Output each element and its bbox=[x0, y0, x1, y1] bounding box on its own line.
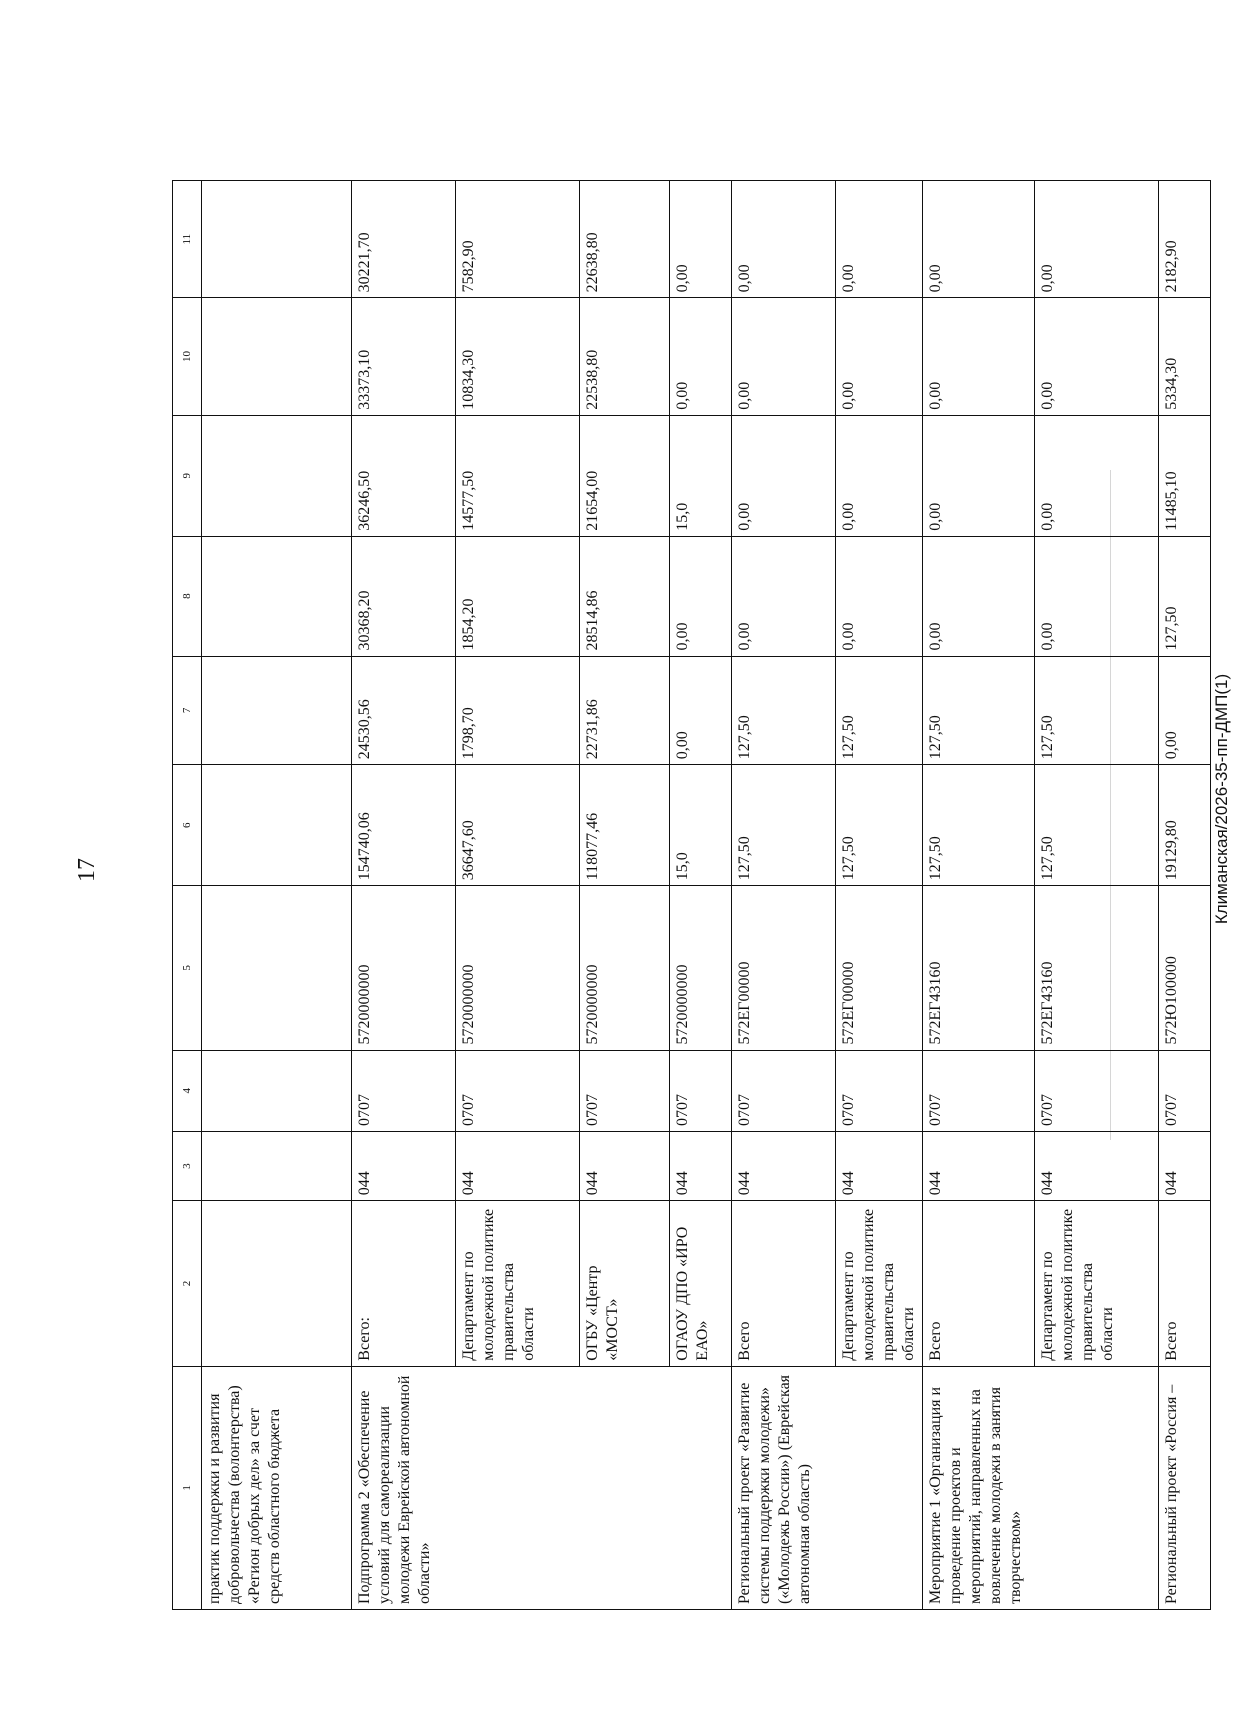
value-cell: 10834,30 bbox=[456, 298, 580, 415]
grbs-code-cell: 044 bbox=[836, 1132, 923, 1201]
section-code-cell: 0707 bbox=[1035, 1050, 1159, 1132]
grbs-code-cell: 044 bbox=[732, 1132, 836, 1201]
section-code-cell: 0707 bbox=[836, 1050, 923, 1132]
target-article-cell: 572ЕГ00000 bbox=[732, 886, 836, 1050]
value-cell: 0,00 bbox=[670, 298, 732, 415]
value-cell: 0,00 bbox=[923, 298, 1035, 415]
section-code-cell: 0707 bbox=[1159, 1050, 1211, 1132]
value-cell: 21654,00 bbox=[580, 415, 670, 536]
value-cell: 0,00 bbox=[670, 656, 732, 765]
section-code-cell: 0707 bbox=[923, 1050, 1035, 1132]
grbs-code-cell: 044 bbox=[352, 1132, 456, 1201]
value-cell: 0,00 bbox=[732, 181, 836, 298]
header-cell: 6 bbox=[173, 765, 202, 886]
value-cell bbox=[202, 536, 352, 656]
value-cell: 127,50 bbox=[732, 765, 836, 886]
grbs-code-cell: 044 bbox=[580, 1132, 670, 1201]
grbs-code-cell: 044 bbox=[1159, 1132, 1211, 1201]
table-body bbox=[173, 181, 1211, 1610]
grbs-code-cell: 044 bbox=[1035, 1132, 1159, 1201]
value-cell: 127,50 bbox=[836, 656, 923, 765]
value-cell bbox=[202, 298, 352, 415]
value-cell: 33373,10 bbox=[352, 298, 456, 415]
value-cell: 154740,06 bbox=[352, 765, 456, 886]
section-code-cell bbox=[202, 1050, 352, 1132]
value-cell bbox=[202, 656, 352, 765]
value-cell: 11485,10 bbox=[1159, 415, 1211, 536]
section-code-cell: 0707 bbox=[670, 1050, 732, 1132]
executor-cell: Департамент по молодежной политике правительства области bbox=[836, 1201, 923, 1367]
document-code: Климанская/2026-35-пп-ДМП(1) bbox=[1212, 673, 1231, 925]
value-cell: 127,50 bbox=[1159, 536, 1211, 656]
value-cell: 127,50 bbox=[1035, 765, 1159, 886]
value-cell: 0,00 bbox=[1035, 536, 1159, 656]
value-cell: 22538,80 bbox=[580, 298, 670, 415]
target-article-cell: 5720000000 bbox=[456, 886, 580, 1050]
grbs-code-cell: 044 bbox=[670, 1132, 732, 1201]
value-cell: 22731,86 bbox=[580, 656, 670, 765]
value-cell bbox=[202, 415, 352, 536]
value-cell: 5334,30 bbox=[1159, 298, 1211, 415]
section-code-cell: 0707 bbox=[580, 1050, 670, 1132]
value-cell bbox=[202, 765, 352, 886]
value-cell: 0,00 bbox=[670, 181, 732, 298]
value-cell: 0,00 bbox=[1035, 415, 1159, 536]
value-cell: 0,00 bbox=[923, 415, 1035, 536]
program-name-cell: Региональный проект «Россия – bbox=[1159, 1366, 1211, 1609]
table-row bbox=[202, 181, 352, 1610]
section-code-cell: 0707 bbox=[352, 1050, 456, 1132]
grbs-code-cell: 044 bbox=[923, 1132, 1035, 1201]
header-row bbox=[173, 181, 202, 1610]
value-cell bbox=[202, 181, 352, 298]
program-name-cell: Мероприятие 1 «Организация и проведение проектов и мероприятий, направленных на вовлечение молодежи в занятия творчеством» bbox=[923, 1366, 1159, 1609]
value-cell: 0,00 bbox=[836, 415, 923, 536]
header-cell: 2 bbox=[173, 1201, 202, 1367]
executor-cell: Всего bbox=[1159, 1201, 1211, 1367]
value-cell: 127,50 bbox=[923, 765, 1035, 886]
executor-cell: ОГБУ «Центр «МОСТ» bbox=[580, 1201, 670, 1367]
value-cell: 0,00 bbox=[732, 298, 836, 415]
value-cell: 0,00 bbox=[1035, 298, 1159, 415]
value-cell: 22638,80 bbox=[580, 181, 670, 298]
target-article-cell: 572ЕГ43160 bbox=[923, 886, 1035, 1050]
value-cell: 14577,50 bbox=[456, 415, 580, 536]
executor-cell: Департамент по молодежной политике правительства области bbox=[1035, 1201, 1159, 1367]
value-cell: 28514,86 bbox=[580, 536, 670, 656]
page-number: 17 bbox=[74, 858, 100, 882]
target-article-cell: 5720000000 bbox=[352, 886, 456, 1050]
header-cell: 10 bbox=[173, 298, 202, 415]
value-cell: 15,0 bbox=[670, 765, 732, 886]
header-cell: 7 bbox=[173, 656, 202, 765]
grbs-code-cell bbox=[202, 1132, 352, 1201]
value-cell: 7582,90 bbox=[456, 181, 580, 298]
header-cell: 5 bbox=[173, 886, 202, 1050]
executor-cell bbox=[202, 1201, 352, 1367]
header-cell: 1 bbox=[173, 1366, 202, 1609]
table-row bbox=[732, 181, 836, 1610]
value-cell: 2182,90 bbox=[1159, 181, 1211, 298]
budget-table bbox=[172, 180, 1211, 1610]
header-cell: 11 bbox=[173, 181, 202, 298]
table-row bbox=[352, 181, 456, 1610]
program-name-cell: Региональный проект «Развитие системы поддержки молодежи» («Молодежь России») (Еврейская автономная область) bbox=[732, 1366, 923, 1609]
executor-cell: ОГАОУ ДПО «ИРО ЕАО» bbox=[670, 1201, 732, 1367]
value-cell: 127,50 bbox=[1035, 656, 1159, 765]
value-cell: 30221,70 bbox=[352, 181, 456, 298]
value-cell: 24530,56 bbox=[352, 656, 456, 765]
value-cell: 0,00 bbox=[923, 181, 1035, 298]
target-article-cell: 572ЕГ00000 bbox=[836, 886, 923, 1050]
value-cell: 19129,80 bbox=[1159, 765, 1211, 886]
value-cell: 1854,20 bbox=[456, 536, 580, 656]
target-article-cell: 572ЕГ43160 bbox=[1035, 886, 1159, 1050]
table-row bbox=[923, 181, 1035, 1610]
program-name-cell: практик поддержки и развития добровольчества (волонтерства) «Регион добрых дел» за счет средств областного бюджета bbox=[202, 1366, 352, 1609]
value-cell: 0,00 bbox=[732, 415, 836, 536]
value-cell: 0,00 bbox=[836, 298, 923, 415]
value-cell: 127,50 bbox=[836, 765, 923, 886]
header-cell: 4 bbox=[173, 1050, 202, 1132]
executor-cell: Всего bbox=[923, 1201, 1035, 1367]
value-cell: 0,00 bbox=[732, 536, 836, 656]
value-cell: 127,50 bbox=[923, 656, 1035, 765]
target-article-cell: 5720000000 bbox=[670, 886, 732, 1050]
value-cell: 118077,46 bbox=[580, 765, 670, 886]
value-cell: 0,00 bbox=[670, 536, 732, 656]
value-cell: 36647,60 bbox=[456, 765, 580, 886]
value-cell: 0,00 bbox=[1035, 181, 1159, 298]
value-cell: 0,00 bbox=[836, 536, 923, 656]
header-cell: 3 bbox=[173, 1132, 202, 1201]
executor-cell: Всего: bbox=[352, 1201, 456, 1367]
grbs-code-cell: 044 bbox=[456, 1132, 580, 1201]
value-cell: 0,00 bbox=[923, 536, 1035, 656]
value-cell: 127,50 bbox=[732, 656, 836, 765]
section-code-cell: 0707 bbox=[456, 1050, 580, 1132]
table-row bbox=[1159, 181, 1211, 1610]
target-article-cell bbox=[202, 886, 352, 1050]
value-cell: 36246,50 bbox=[352, 415, 456, 536]
value-cell: 15,0 bbox=[670, 415, 732, 536]
value-cell: 0,00 bbox=[1159, 656, 1211, 765]
target-article-cell: 5720000000 bbox=[580, 886, 670, 1050]
value-cell: 0,00 bbox=[836, 181, 923, 298]
executor-cell: Департамент по молодежной политике правительства области bbox=[456, 1201, 580, 1367]
executor-cell: Всего bbox=[732, 1201, 836, 1367]
value-cell: 1798,70 bbox=[456, 656, 580, 765]
section-code-cell: 0707 bbox=[732, 1050, 836, 1132]
program-name-cell: Подпрограмма 2 «Обеспечение условий для самореализации молодежи Еврейской автономной области» bbox=[352, 1366, 732, 1609]
target-article-cell: 572Ю100000 bbox=[1159, 886, 1211, 1050]
value-cell: 30368,20 bbox=[352, 536, 456, 656]
header-cell: 9 bbox=[173, 415, 202, 536]
budget-table-rotated bbox=[172, 180, 1180, 1610]
header-cell: 8 bbox=[173, 536, 202, 656]
